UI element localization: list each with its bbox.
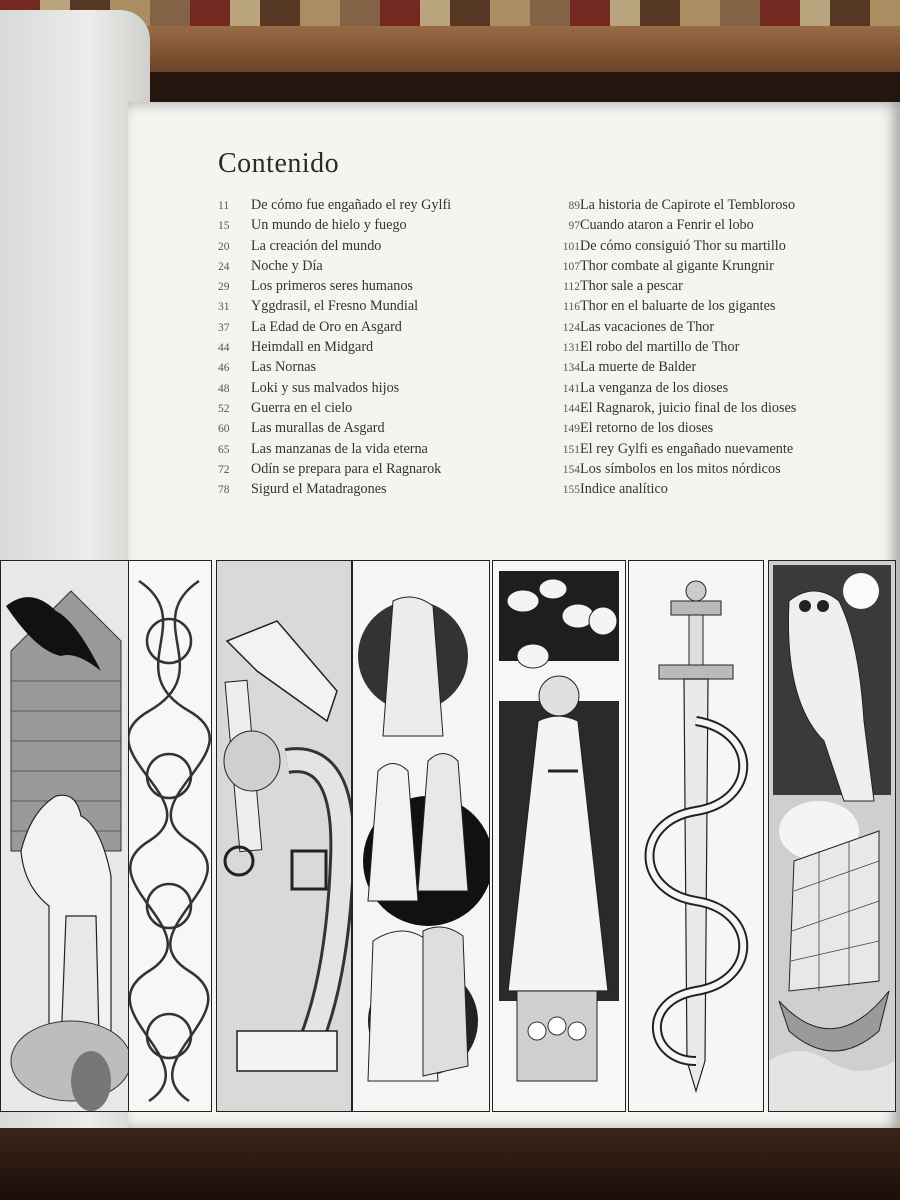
toc-page-number: 155 [562, 484, 580, 497]
toc-entry [546, 461, 846, 481]
toc-page-number: 116 [563, 301, 580, 314]
toc-page-number: 149 [562, 423, 580, 436]
toc-page-number: 44 [218, 342, 230, 355]
toc-title: Cuando ataron a Fenrir el lobo [580, 217, 754, 234]
toc-page-number: 31 [218, 301, 230, 314]
gods-figures-illustration [352, 560, 490, 1112]
toc-page-number: 134 [562, 362, 580, 375]
illustration-strip [0, 555, 900, 1115]
toc-title: La muerte de Balder [580, 359, 697, 376]
toc-title: Los símbolos en los mitos nórdicos [580, 460, 781, 477]
toc-entry [546, 359, 846, 379]
toc-title: Un mundo de hielo y fuego [251, 217, 407, 234]
toc-page-number: 101 [562, 240, 580, 253]
toc-page-number: 52 [218, 402, 230, 415]
toc-page-number: 151 [562, 443, 580, 456]
toc-entry [218, 238, 538, 258]
toc-page-number: 65 [218, 443, 230, 456]
maiden-apples-illustration [492, 560, 626, 1112]
toc-title: Indice analítico [580, 481, 668, 498]
toc-entry [546, 400, 846, 420]
toc-page-number: 60 [218, 423, 230, 436]
toc-entry [546, 258, 846, 278]
toc-entry [546, 278, 846, 298]
toc-page-number: 37 [218, 321, 230, 334]
toc-title: Sigurd el Matadragones [251, 481, 387, 498]
toc-title: El robo del martillo de Thor [580, 339, 740, 356]
toc-title: Thor en el baluarte de los gigantes [580, 298, 776, 315]
toc-title: Los primeros seres humanos [251, 278, 413, 295]
toc-page-number: 48 [218, 382, 230, 395]
toc-entry [218, 380, 538, 400]
table-surface [0, 1128, 900, 1200]
toc-entry [546, 339, 846, 359]
toc-title: La Edad de Oro en Asgard [251, 318, 402, 335]
toc-column-left [218, 197, 538, 501]
toc-title: Las vacaciones de Thor [580, 318, 715, 335]
toc-title: Noche y Día [251, 257, 323, 274]
toc-title: Loki y sus malvados hijos [251, 379, 400, 396]
toc-page-number: 97 [568, 220, 580, 233]
toc-page-number: 24 [218, 260, 230, 273]
toc-title: Odín se prepara para el Ragnarok [251, 460, 442, 477]
toc-title: La historia de Capirote el Tembloroso [580, 197, 796, 213]
toc-entry [218, 359, 538, 379]
toc-entry [218, 339, 538, 359]
page-title: Contenido [218, 148, 340, 179]
toc-entry [546, 197, 846, 217]
toc-page-number: 141 [562, 382, 580, 395]
toc-page-number: 154 [562, 463, 580, 476]
toc-title: La venganza de los dioses [580, 379, 729, 396]
toc-title: La creación del mundo [251, 237, 382, 254]
toc-title: El Ragnarok, juicio final de los dioses [580, 399, 797, 416]
toc-entry [546, 238, 846, 258]
toc-title: Heimdall en Midgard [251, 339, 374, 356]
sword-serpent-illustration [628, 560, 764, 1112]
toc-page-number: 15 [218, 220, 230, 233]
toc-page-number: 124 [562, 321, 580, 334]
toc-title: Las manzanas de la vida eterna [251, 440, 428, 457]
toc-page-number: 72 [218, 463, 230, 476]
toc-entry [546, 441, 846, 461]
toc-entry [218, 298, 538, 318]
toc-page-number: 20 [218, 240, 230, 253]
toc-entry [218, 400, 538, 420]
toc-entry [218, 217, 538, 237]
toc-entry [218, 319, 538, 339]
toc-page-number: 144 [562, 402, 580, 415]
toc-entry [218, 258, 538, 278]
toc-entry [218, 441, 538, 461]
toc-entry [546, 319, 846, 339]
toc-title: Yggdrasil, el Fresno Mundial [251, 298, 419, 315]
toc-column-right [546, 197, 846, 501]
toc-entry [546, 298, 846, 318]
toc-page-number: 107 [562, 260, 580, 273]
owl-ship-illustration [768, 560, 896, 1112]
knotwork-illustration [128, 560, 212, 1112]
toc-title: Las murallas de Asgard [251, 420, 385, 437]
toc-page-number: 89 [568, 200, 580, 212]
toc-title: Thor combate al gigante Krungnir [580, 257, 774, 274]
toc-page-number: 112 [563, 281, 580, 294]
toc-entry [218, 420, 538, 440]
toc-page-number: 11 [218, 200, 230, 212]
toc-page-number: 78 [218, 484, 230, 497]
toc-entry [546, 380, 846, 400]
horse-tower-illustration [0, 560, 130, 1112]
toc-title: De cómo fue engañado el rey Gylfi [251, 197, 452, 213]
toc-entry [218, 278, 538, 298]
toc-title: Thor sale a pescar [580, 278, 683, 295]
toc-title: Guerra en el cielo [251, 399, 353, 416]
toc-entry [546, 481, 846, 501]
toc-title: Las Nornas [251, 359, 317, 376]
toc-entry [218, 481, 538, 501]
toc-entry [546, 420, 846, 440]
toc-page-number: 131 [562, 342, 580, 355]
toc-entry [546, 217, 846, 237]
toc-title: El retorno de los dioses [580, 420, 714, 437]
toc-title: De cómo consiguió Thor su martillo [580, 237, 786, 254]
toc-title: El rey Gylfi es engañado nuevamente [580, 440, 794, 457]
hammer-belt-illustration [216, 560, 352, 1112]
toc-page-number: 46 [218, 362, 230, 375]
toc-page-number: 29 [218, 281, 230, 294]
toc-entry [218, 197, 538, 217]
toc-entry [218, 461, 538, 481]
shelf-board [80, 26, 900, 72]
